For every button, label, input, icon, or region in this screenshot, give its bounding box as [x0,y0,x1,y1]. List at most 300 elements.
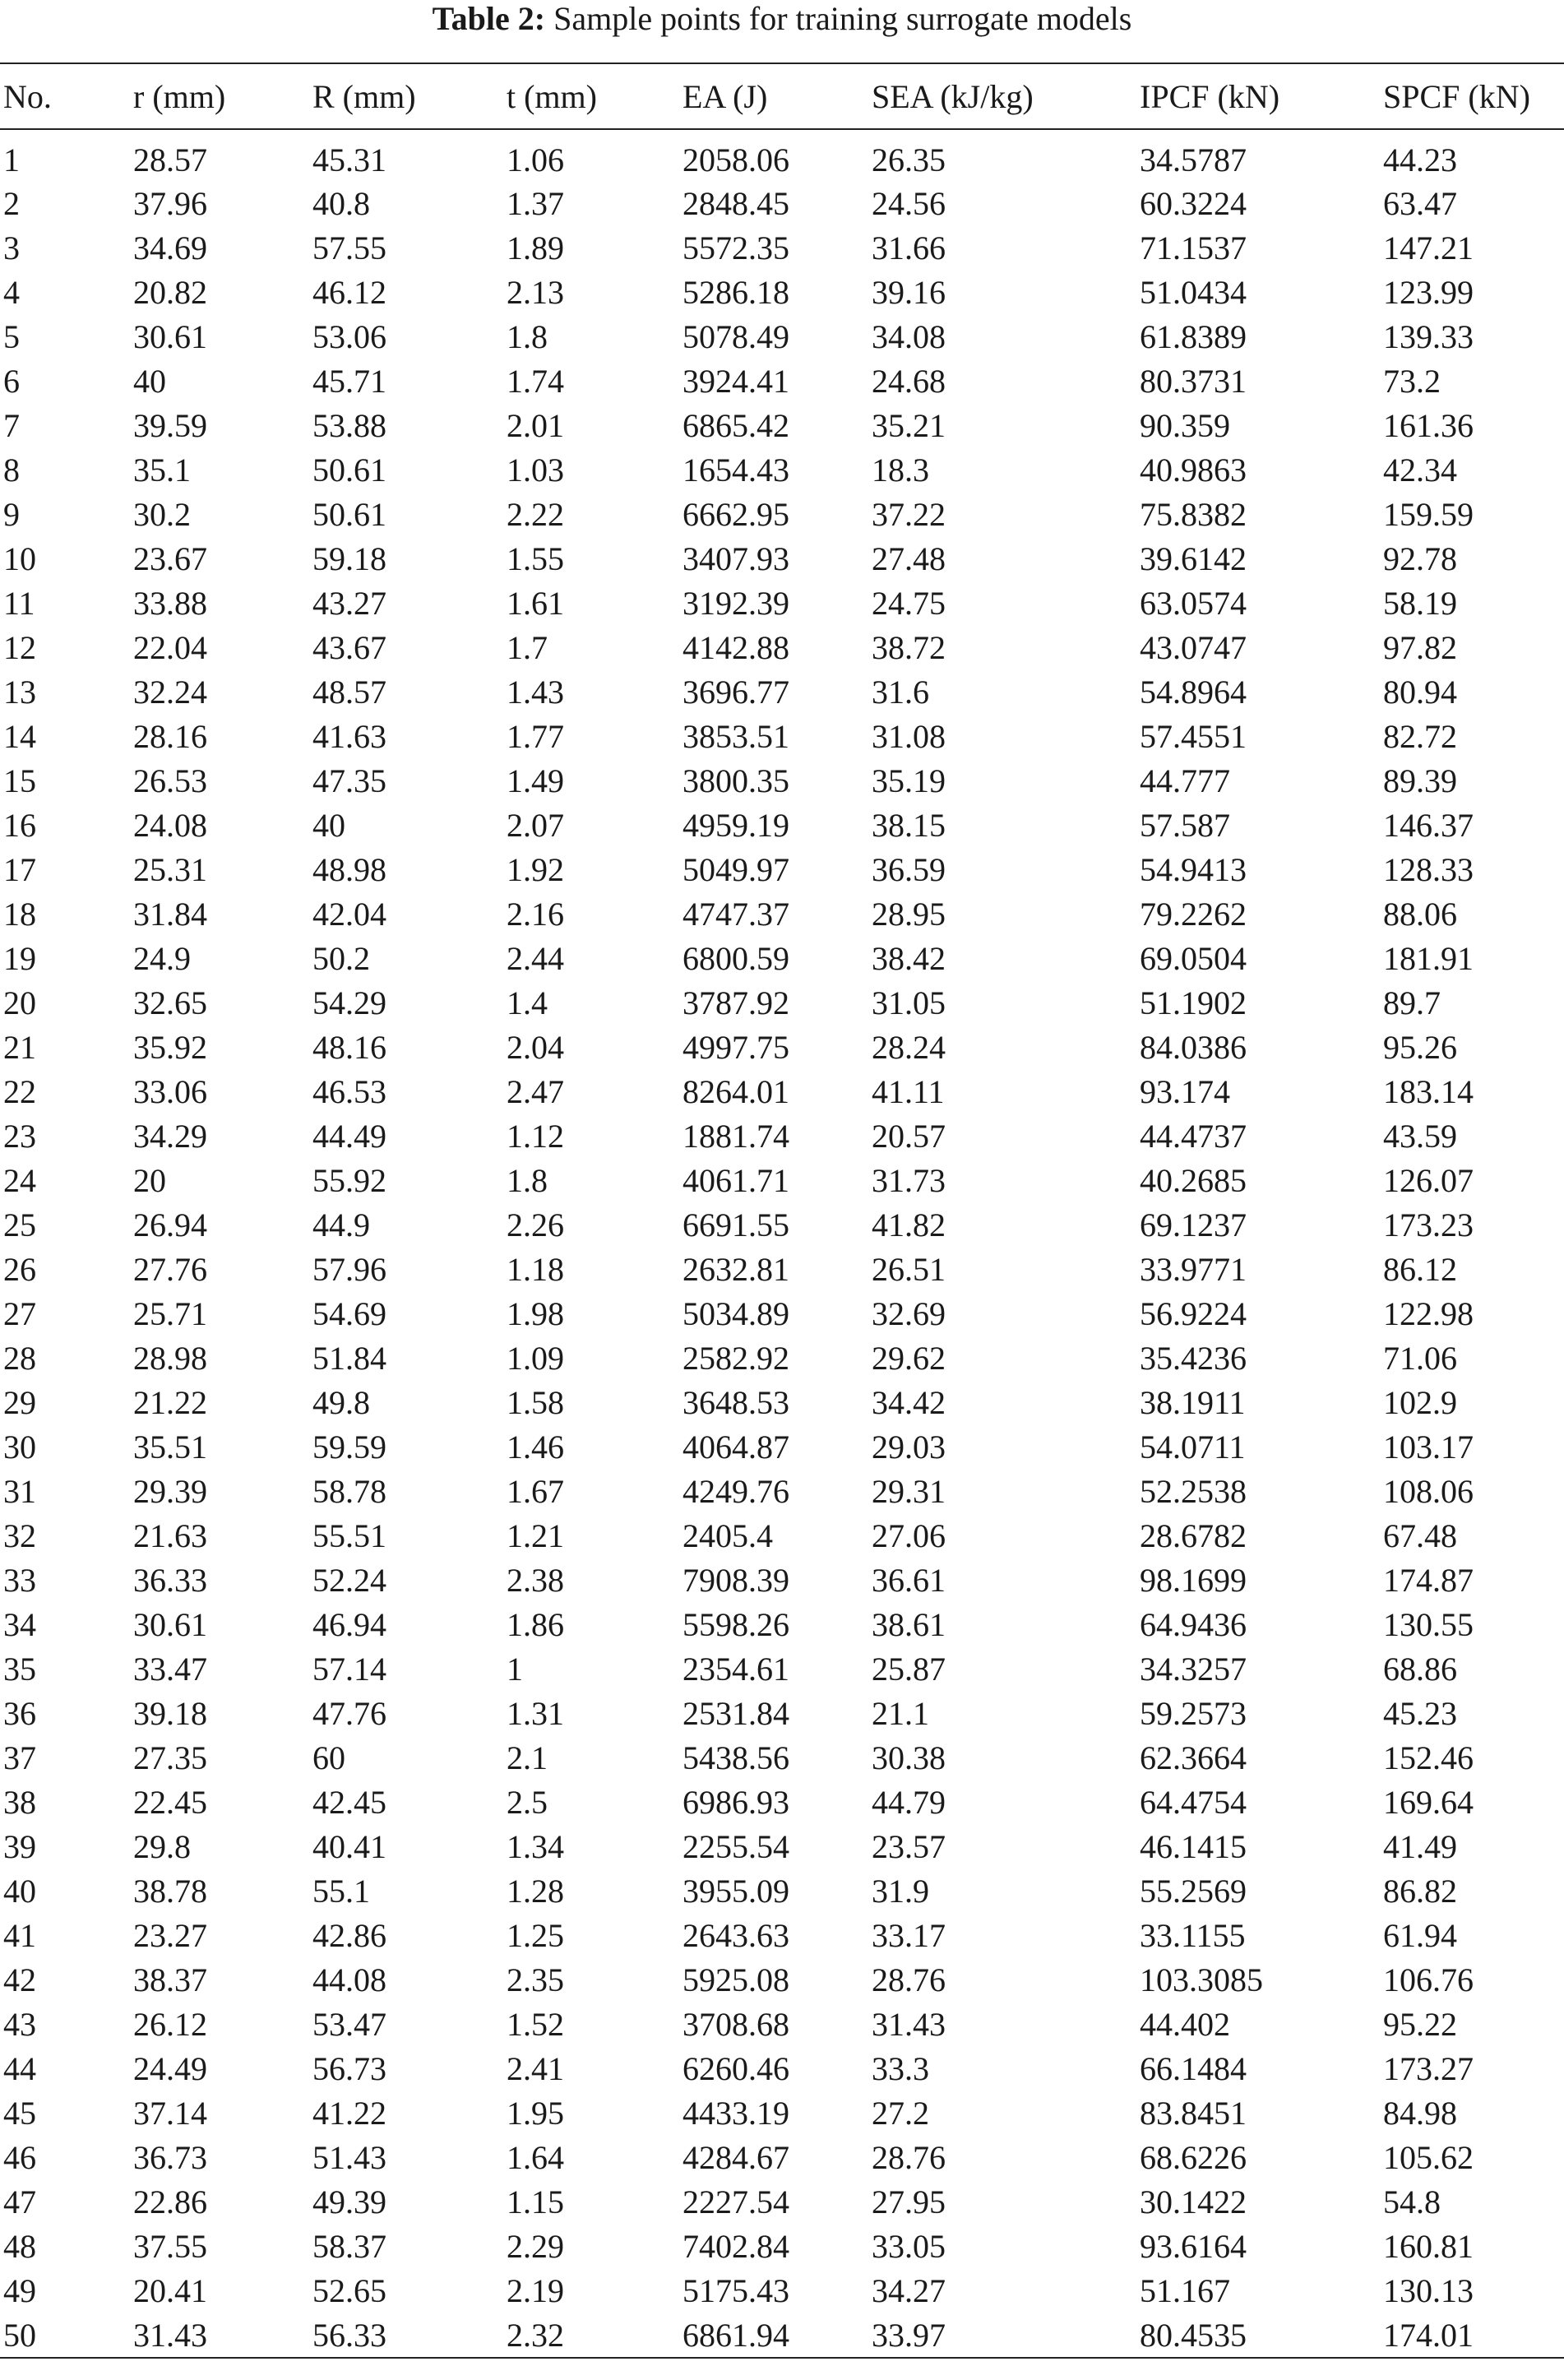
cell-r: 30.2 [133,496,191,533]
table-row [0,1381,1564,1425]
cell-r: 30.61 [133,1606,207,1643]
cell-sea: 31.43 [872,2006,946,2043]
cell-r: 23.67 [133,540,207,577]
cell-ipcf: 93.174 [1140,1073,1230,1110]
cell-sea: 33.05 [872,2228,946,2265]
table-row [0,892,1564,937]
table-row [0,448,1564,493]
cell-no: 38 [3,1784,36,1821]
cell-big-r: 41.22 [312,2095,386,2132]
cell-ipcf: 75.8382 [1140,496,1247,533]
cell-spcf: 86.12 [1383,1251,1457,1288]
cell-spcf: 95.26 [1383,1029,1457,1066]
cell-t: 1.52 [507,2006,564,2043]
cell-ipcf: 33.9771 [1140,1251,1247,1288]
cell-t: 1.28 [507,1873,564,1910]
cell-ipcf: 43.0747 [1140,629,1247,666]
cell-spcf: 84.98 [1383,2095,1457,2132]
cell-r: 29.8 [133,1828,191,1865]
cell-big-r: 40.41 [312,1828,386,1865]
cell-t: 2.5 [507,1784,548,1821]
cell-ipcf: 60.3224 [1140,185,1247,222]
cell-ea: 3648.53 [683,1384,789,1421]
cell-ea: 3708.68 [683,2006,789,2043]
cell-no: 26 [3,1251,36,1288]
cell-r: 38.37 [133,1961,207,1998]
cell-no: 24 [3,1162,36,1199]
cell-big-r: 46.94 [312,1606,386,1643]
cell-ipcf: 63.0574 [1140,585,1247,622]
cell-ipcf: 64.9436 [1140,1606,1247,1643]
cell-no: 13 [3,674,36,711]
cell-t: 2.22 [507,496,564,533]
cell-ea: 6662.95 [683,496,789,533]
cell-big-r: 40.8 [312,185,370,222]
cell-ea: 5598.26 [683,1606,789,1643]
cell-ipcf: 90.359 [1140,407,1230,444]
table-header [0,63,1564,129]
cell-ipcf: 55.2569 [1140,1873,1247,1910]
cell-ipcf: 57.587 [1140,807,1230,844]
cell-ipcf: 38.1911 [1140,1384,1246,1421]
cell-big-r: 57.96 [312,1251,386,1288]
cell-big-r: 43.27 [312,585,386,622]
cell-ea: 2632.81 [683,1251,789,1288]
cell-no: 8 [3,451,20,489]
cell-ipcf: 44.402 [1140,2006,1230,2043]
cell-t: 1.4 [507,984,548,1021]
cell-t: 2.1 [507,1739,548,1776]
cell-no: 17 [3,851,36,888]
cell-ipcf: 69.1237 [1140,1206,1247,1243]
cell-spcf: 54.8 [1383,2183,1441,2220]
table-row [0,1780,1564,1825]
cell-no: 29 [3,1384,36,1421]
cell-ipcf: 35.4236 [1140,1340,1247,1377]
cell-spcf: 43.59 [1383,1118,1457,1155]
cell-ea: 6800.59 [683,940,789,977]
table-row [0,1514,1564,1558]
cell-no: 30 [3,1428,36,1466]
table-row [0,759,1564,803]
table-header-row [0,63,1564,129]
cell-t: 1.92 [507,851,564,888]
cell-sea: 38.42 [872,940,946,977]
cell-sea: 31.08 [872,718,946,755]
cell-t: 1 [507,1651,523,1688]
cell-ipcf: 34.3257 [1140,1651,1247,1688]
cell-r: 31.43 [130,2313,309,2358]
cell-t: 1.67 [507,1473,564,1510]
cell-r: 20.41 [133,2272,207,2309]
table-row [0,1026,1564,1070]
cell-ea: 2531.84 [683,1695,789,1732]
cell-no: 28 [3,1340,36,1377]
cell-sea: 31.9 [872,1873,929,1910]
cell-sea: 35.19 [872,762,946,799]
cell-r: 29.39 [133,1473,207,1510]
cell-ea: 2848.45 [683,185,789,222]
cell-ea: 6865.42 [683,407,789,444]
cell-sea: 39.16 [872,274,946,311]
cell-ea: 1654.43 [683,451,789,489]
cell-big-r: 44.9 [312,1206,370,1243]
cell-spcf: 122.98 [1383,1295,1474,1332]
cell-r: 38.78 [133,1873,207,1910]
cell-ea: 6861.94 [679,2313,868,2358]
cell-t: 1.25 [507,1917,564,1954]
cell-ea: 5175.43 [683,2272,789,2309]
cell-ea: 4061.71 [683,1162,789,1199]
table-row [0,2225,1564,2269]
cell-no: 33 [3,1562,36,1599]
cell-big-r: 60 [312,1739,345,1776]
table-row [0,1736,1564,1780]
cell-ea: 4747.37 [683,896,789,933]
col-header-sea: SEA (kJ/kg) [868,63,1136,129]
table-row [0,803,1564,848]
cell-r: 40 [133,363,166,400]
cell-ea: 1881.74 [683,1118,789,1155]
cell-spcf: 174.01 [1380,2313,1564,2358]
cell-ipcf: 64.4754 [1140,1784,1247,1821]
cell-ipcf: 56.9224 [1140,1295,1247,1332]
table-row [0,1958,1564,2003]
cell-ea: 3853.51 [683,718,789,755]
cell-t: 1.8 [507,318,548,355]
cell-ea: 3696.77 [683,674,789,711]
cell-no: 43 [3,2006,36,2043]
cell-ea: 3407.93 [683,540,789,577]
cell-r: 24.08 [133,807,207,844]
cell-no: 37 [3,1739,36,1776]
cell-spcf: 61.94 [1383,1917,1457,1954]
table-row [0,2180,1564,2225]
cell-ipcf: 71.1537 [1140,229,1247,266]
cell-big-r: 46.53 [312,1073,386,1110]
cell-r: 21.22 [133,1384,207,1421]
cell-r: 33.47 [133,1651,207,1688]
cell-big-r: 48.57 [312,674,386,711]
cell-ipcf: 69.0504 [1140,940,1247,977]
col-header-spcf: SPCF (kN) [1380,63,1564,129]
cell-sea: 28.95 [872,896,946,933]
cell-ipcf: 66.1484 [1140,2050,1247,2087]
cell-ipcf: 103.3085 [1140,1961,1263,1998]
table-row [0,1336,1564,1381]
cell-ipcf: 44.4737 [1140,1118,1247,1155]
cell-ipcf: 51.0434 [1140,274,1247,311]
cell-ipcf: 54.0711 [1140,1428,1246,1466]
cell-sea: 27.95 [872,2183,946,2220]
table-row [0,315,1564,359]
cell-ea: 4142.88 [683,629,789,666]
cell-spcf: 45.23 [1383,1695,1457,1732]
cell-ipcf: 54.8964 [1140,674,1247,711]
cell-ipcf: 34.5787 [1140,141,1247,178]
cell-big-r: 47.35 [312,762,386,799]
cell-spcf: 123.99 [1383,274,1474,311]
cell-ea: 2643.63 [683,1917,789,1954]
cell-spcf: 139.33 [1383,318,1474,355]
cell-t: 1.03 [507,451,564,489]
table-row [0,1114,1564,1159]
cell-r: 30.61 [133,318,207,355]
cell-sea: 38.15 [872,807,946,844]
cell-big-r: 55.51 [312,1517,386,1554]
cell-sea: 29.31 [872,1473,946,1510]
cell-big-r: 56.73 [312,2050,386,2087]
cell-big-r: 50.2 [312,940,370,977]
cell-big-r: 53.47 [312,2006,386,2043]
cell-sea: 27.06 [872,1517,946,1554]
cell-spcf: 103.17 [1383,1428,1474,1466]
cell-r: 36.33 [133,1562,207,1599]
cell-no: 2 [3,185,20,222]
cell-ipcf: 51.167 [1140,2272,1230,2309]
cell-sea: 38.61 [872,1606,946,1643]
cell-t: 1.06 [507,141,564,178]
cell-ea: 5078.49 [683,318,789,355]
cell-ipcf: 62.3664 [1140,1739,1247,1776]
cell-t: 1.98 [507,1295,564,1332]
cell-r: 39.59 [133,407,207,444]
cell-ea: 4064.87 [683,1428,789,1466]
cell-sea: 24.68 [872,363,946,400]
cell-no: 39 [3,1828,36,1865]
cell-no: 35 [3,1651,36,1688]
cell-no: 5 [3,318,20,355]
cell-spcf: 92.78 [1383,540,1457,577]
table-row [0,1869,1564,1914]
cell-ea: 4284.67 [683,2139,789,2176]
cell-ea: 3192.39 [683,585,789,622]
cell-spcf: 73.2 [1383,363,1441,400]
cell-sea: 28.76 [872,1961,946,1998]
cell-r: 32.24 [133,674,207,711]
cell-r: 31.84 [133,896,207,933]
cell-ipcf: 40.9863 [1140,451,1247,489]
cell-ipcf: 80.4535 [1136,2313,1380,2358]
table-caption-text: Sample points for training surrogate models [553,0,1132,37]
cell-sea: 34.27 [872,2272,946,2309]
cell-no: 50 [0,2313,130,2358]
cell-spcf: 161.36 [1383,407,1474,444]
table-row [0,182,1564,226]
cell-sea: 32.69 [872,1295,946,1332]
table-row [0,2269,1564,2313]
cell-no: 10 [3,540,36,577]
cell-ea: 7908.39 [683,1562,789,1599]
cell-r: 22.45 [133,1784,207,1821]
cell-spcf: 183.14 [1383,1073,1474,1110]
cell-big-r: 47.76 [312,1695,386,1732]
cell-big-r: 59.18 [312,540,386,577]
cell-ipcf: 44.777 [1140,762,1230,799]
cell-t: 1.15 [507,2183,564,2220]
cell-t: 1.18 [507,1251,564,1288]
cell-big-r: 52.24 [312,1562,386,1599]
cell-r: 20.82 [133,274,207,311]
cell-no: 36 [3,1695,36,1732]
cell-ea: 2058.06 [683,141,789,178]
cell-spcf: 63.47 [1383,185,1457,222]
cell-big-r: 51.84 [312,1340,386,1377]
col-header-t: t (mm) [503,63,679,129]
cell-no: 49 [3,2272,36,2309]
cell-sea: 31.73 [872,1162,946,1199]
cell-no: 18 [3,896,36,933]
cell-spcf: 173.23 [1383,1206,1474,1243]
cell-big-r: 49.39 [312,2183,386,2220]
table-row [0,670,1564,715]
cell-ipcf: 68.6226 [1140,2139,1247,2176]
table-row [0,1603,1564,1647]
cell-no: 15 [3,762,36,799]
cell-t: 1.43 [507,674,564,711]
cell-no: 3 [3,229,20,266]
cell-ipcf: 61.8389 [1140,318,1247,355]
cell-sea: 23.57 [872,1828,946,1865]
cell-big-r: 42.86 [312,1917,386,1954]
cell-r: 39.18 [133,1695,207,1732]
cell-sea: 24.56 [872,185,946,222]
cell-r: 21.63 [133,1517,207,1554]
cell-no: 48 [3,2228,36,2265]
cell-big-r: 58.78 [312,1473,386,1510]
cell-r: 26.12 [133,2006,207,2043]
table-container [0,63,1564,2359]
cell-ea: 6260.46 [683,2050,789,2087]
table-row [0,981,1564,1026]
cell-no: 42 [3,1961,36,1998]
table-row [0,581,1564,626]
cell-sea: 30.38 [872,1739,946,1776]
cell-t: 1.86 [507,1606,564,1643]
cell-r: 26.94 [133,1206,207,1243]
cell-ea: 3924.41 [683,363,789,400]
cell-t: 1.46 [507,1428,564,1466]
col-header-big-r: R (mm) [309,63,503,129]
cell-t: 2.16 [507,896,564,933]
cell-ea: 5572.35 [683,229,789,266]
cell-ea: 7402.84 [683,2228,789,2265]
cell-ipcf: 80.3731 [1140,363,1247,400]
cell-ipcf: 84.0386 [1140,1029,1247,1066]
cell-big-r: 57.55 [312,229,386,266]
cell-r: 35.1 [133,451,191,489]
cell-spcf: 160.81 [1383,2228,1474,2265]
cell-sea: 28.76 [872,2139,946,2176]
table-row [0,1692,1564,1736]
cell-no: 40 [3,1873,36,1910]
col-header-ea: EA (J) [679,63,868,129]
cell-sea: 27.2 [872,2095,929,2132]
cell-t: 1.58 [507,1384,564,1421]
cell-ipcf: 30.1422 [1140,2183,1247,2220]
cell-big-r: 46.12 [312,274,386,311]
col-header-r: r (mm) [130,63,309,129]
cell-sea: 29.62 [872,1340,946,1377]
cell-big-r: 45.31 [312,141,386,178]
cell-no: 12 [3,629,36,666]
cell-r: 28.16 [133,718,207,755]
table-row [0,1248,1564,1292]
cell-no: 46 [3,2139,36,2176]
cell-big-r: 43.67 [312,629,386,666]
cell-big-r: 59.59 [312,1428,386,1466]
cell-r: 34.29 [133,1118,207,1155]
cell-spcf: 128.33 [1383,851,1474,888]
cell-big-r: 57.14 [312,1651,386,1688]
table-row [0,715,1564,759]
cell-no: 20 [3,984,36,1021]
cell-no: 41 [3,1917,36,1954]
cell-r: 33.88 [133,585,207,622]
cell-no: 1 [3,141,20,178]
cell-sea: 18.3 [872,451,929,489]
cell-r: 37.96 [133,185,207,222]
cell-r: 37.14 [133,2095,207,2132]
cell-ipcf: 59.2573 [1140,1695,1247,1732]
cell-no: 34 [3,1606,36,1643]
table-row [0,1203,1564,1248]
cell-ea: 4959.19 [683,807,789,844]
cell-no: 32 [3,1517,36,1554]
cell-r: 24.49 [133,2050,207,2087]
table-row [0,129,1564,182]
cell-ea: 4249.76 [683,1473,789,1510]
cell-r: 25.71 [133,1295,207,1332]
table-row [0,1159,1564,1203]
cell-big-r: 44.49 [312,1118,386,1155]
cell-spcf: 108.06 [1383,1473,1474,1510]
cell-spcf: 181.91 [1383,940,1474,977]
cell-spcf: 95.22 [1383,2006,1457,2043]
cell-sea: 20.57 [872,1118,946,1155]
cell-no: 27 [3,1295,36,1332]
cell-no: 44 [3,2050,36,2087]
table-row [0,937,1564,981]
cell-sea: 31.66 [872,229,946,266]
cell-big-r: 42.45 [312,1784,386,1821]
cell-r: 20 [133,1162,166,1199]
cell-spcf: 146.37 [1383,807,1474,844]
cell-ea: 3787.92 [683,984,789,1021]
cell-no: 7 [3,407,20,444]
cell-spcf: 71.06 [1383,1340,1457,1377]
col-header-no: No. [0,63,130,129]
cell-sea: 33.3 [872,2050,929,2087]
cell-spcf: 86.82 [1383,1873,1457,1910]
table-row [0,2091,1564,2136]
cell-ea: 3955.09 [683,1873,789,1910]
cell-big-r: 50.61 [312,451,386,489]
cell-r: 27.35 [133,1739,207,1776]
table-caption-label: Table 2: [432,0,546,37]
cell-spcf: 147.21 [1383,229,1474,266]
cell-big-r: 40 [312,807,345,844]
cell-ipcf: 28.6782 [1140,1517,1247,1554]
cell-ea: 2227.54 [683,2183,789,2220]
cell-spcf: 169.64 [1383,1784,1474,1821]
table-row [0,2136,1564,2180]
cell-big-r: 48.98 [312,851,386,888]
cell-ipcf: 79.2262 [1140,896,1247,933]
cell-spcf: 42.34 [1383,451,1457,489]
cell-spcf: 173.27 [1383,2050,1474,2087]
cell-sea: 31.05 [872,984,946,1021]
